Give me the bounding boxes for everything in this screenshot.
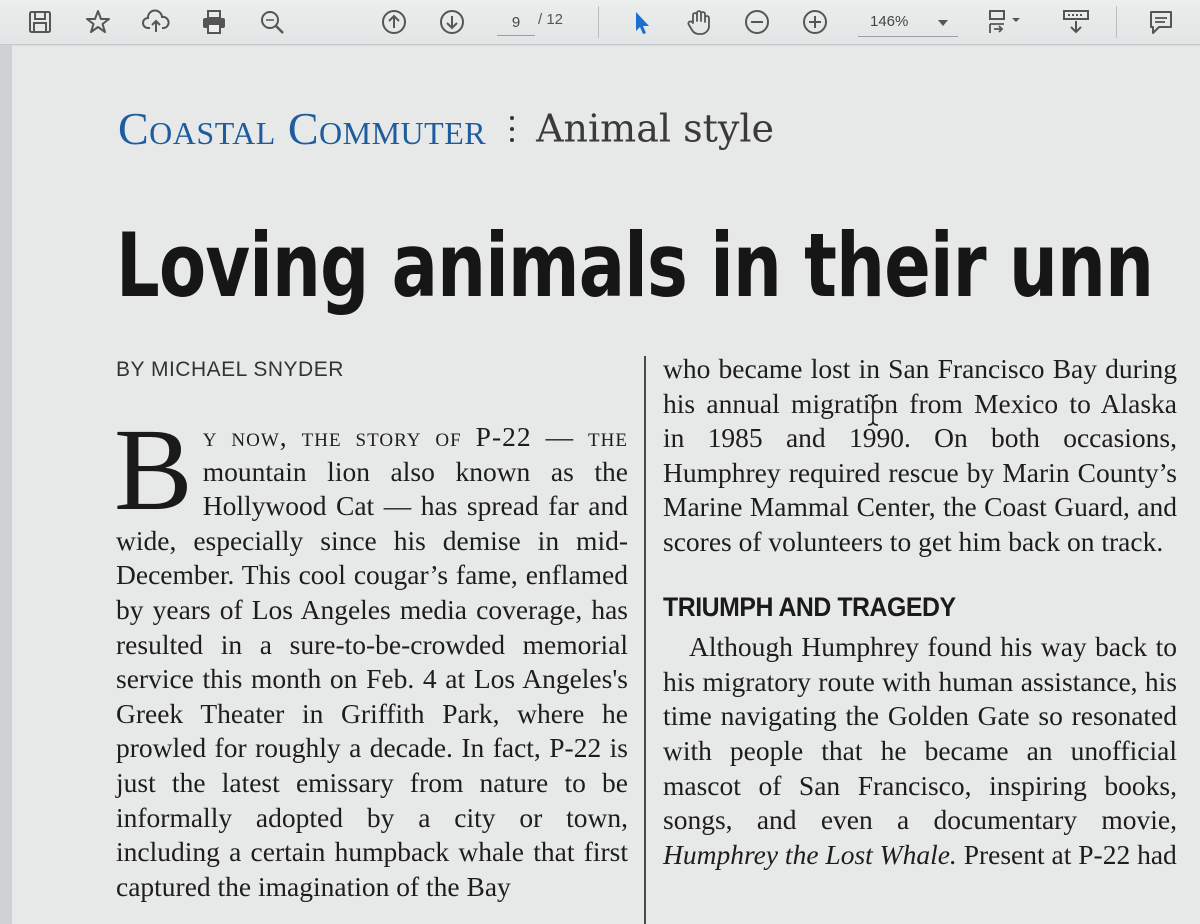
page-fit-icon[interactable] — [983, 6, 1029, 38]
column-divider — [644, 356, 646, 924]
save-icon[interactable] — [24, 6, 56, 38]
lead-in: y now, the story of P-22 — the — [202, 421, 628, 452]
body-text: Present at P-22 had — [963, 838, 1177, 870]
section-kicker — [118, 102, 774, 155]
drop-cap: B — [114, 404, 193, 535]
film-title: Humphrey the Lost Whale. — [663, 838, 957, 870]
publication-name: Coastal Commuter — [118, 103, 487, 154]
zoom-level-dropdown[interactable] — [858, 8, 958, 37]
body-paragraph — [663, 630, 1177, 872]
byline: BY MICHAEL SNYDER — [116, 358, 344, 381]
page-total-label: / 12 — [538, 11, 564, 28]
toolbar-divider — [598, 6, 599, 38]
body-text: Although Humphrey found his way back to his migratory route with human assistance, his time navigating the Golden Gate so resonated with people that he became an unofficial mascot of San Francisco, inspiring books, songs, and even a documentary movie, — [663, 631, 1177, 836]
previous-page-icon[interactable] — [378, 6, 410, 38]
section-name: Animal style — [536, 106, 774, 151]
hand-pan-icon[interactable] — [683, 6, 715, 38]
article-headline: Loving animals in their unn — [116, 214, 1154, 317]
scroll-mode-icon[interactable] — [1058, 6, 1094, 38]
zoom-level-value: 146% — [870, 13, 909, 30]
article-column-right — [663, 352, 1177, 872]
chevron-down-icon — [938, 20, 948, 26]
comment-icon[interactable] — [1145, 6, 1177, 38]
navigation-pane-collapsed — [0, 45, 12, 924]
upload-cloud-icon[interactable] — [140, 6, 172, 38]
kicker-divider — [510, 109, 514, 149]
zoom-out-icon[interactable] — [741, 6, 773, 38]
pdf-toolbar — [0, 0, 1200, 45]
page-number-input[interactable] — [497, 9, 535, 36]
bookmark-star-icon[interactable] — [82, 6, 114, 38]
search-zoom-icon[interactable] — [256, 6, 288, 38]
body-text: mountain lion also known as the Hollywood Cat — has spread far and wide, especially since his demise in mid-December. This cool cougar’s fame, enflamed by years of Los Angeles media coverage, has resulted in a sure-to-be-crowded memorial service this month on Feb. 4 at Los Angeles's Greek Theater in Griffith Park, where he prowled for roughly a decade. In fact, P-22 is just the latest emissary from nature to be informally adopted by a city or town, including a certain humpback whale that first captured the imagination of the Bay — [116, 455, 628, 902]
article-column-left — [114, 404, 628, 904]
pdf-page — [12, 46, 1200, 924]
print-icon[interactable] — [198, 6, 230, 38]
subhead: TRIUMPH AND TRAGEDY — [663, 591, 956, 622]
toolbar-divider — [1116, 6, 1117, 38]
next-page-icon[interactable] — [436, 6, 468, 38]
body-paragraph: who became lost in San Francisco Bay during his annual migration from Mexico to Alaska in 1985 and 1990. On both occasions, Humphrey required rescue by Marin County’s Marine Mammal Center, the Coast Guard, and scores of volunteers to get him back on track. — [663, 353, 1177, 557]
select-arrow-icon[interactable] — [625, 6, 657, 38]
zoom-in-icon[interactable] — [799, 6, 831, 38]
